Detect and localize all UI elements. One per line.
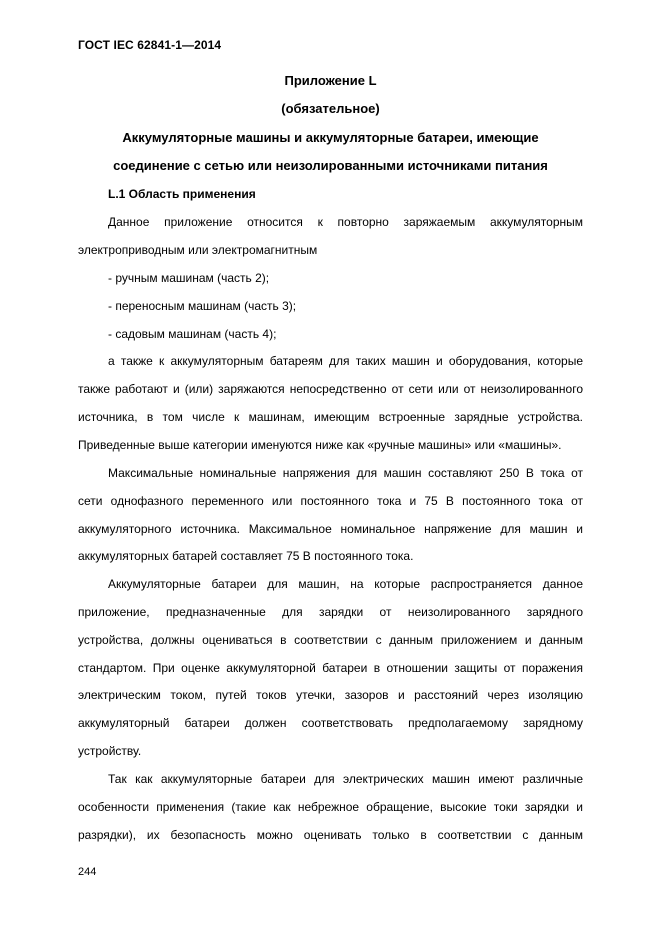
text-line: аккумуляторный батареи должен соответствовать предполагаемому зарядному (78, 716, 583, 730)
page-number: 244 (78, 866, 97, 878)
text-line: электрическим током, путей токов утечки, зазоров и расстояний через изоляцию (78, 688, 583, 702)
text-line: сети однофазного переменного или постоянного тока и 75 В постоянного тока от (78, 494, 583, 508)
annex-status: (обязательное) (281, 101, 380, 116)
text-line: электроприводным или электромагнитным (78, 243, 318, 257)
text-line: устройству. (78, 744, 142, 758)
text-line: аккумуляторного источника. Максимальное номинальное напряжение для машин и (78, 522, 583, 536)
list-item: - садовым машинам (часть 4); (108, 327, 277, 341)
list-item: - переносным машинам (часть 3); (108, 299, 297, 313)
text-line: устройства, должны оцениваться в соответствии с данным приложением и данным (78, 633, 583, 647)
text-line: Аккумуляторные батареи для машин, на которые распространяется данное (108, 577, 583, 591)
text-line: разрядки), их безопасность можно оценивать только в соответствии с данным (78, 828, 583, 842)
text-line: особенности применения (такие как небрежное обращение, высокие токи зарядки и (78, 800, 583, 814)
annex-subject-line-1: Аккумуляторные машины и аккумуляторные батареи, имеющие (122, 130, 539, 145)
text-line: также работают и (или) заряжаются непосредственно от сети или от неизолированного (78, 382, 583, 396)
text-line: Приведенные выше категории именуются ниже как «ручные машины» или «машины». (78, 438, 562, 452)
text-line: стандартом. При оценке аккумуляторной батареи в отношении защиты от поражения (78, 661, 583, 675)
annex-title: Приложение L (284, 73, 377, 88)
text-line: Так как аккумуляторные батареи для электрических машин имеют различные (108, 772, 583, 786)
text-line: Данное приложение относится к повторно заряжаемым аккумуляторным (108, 215, 583, 229)
text-line: а также к аккумуляторным батареям для таких машин и оборудования, которые (108, 354, 583, 368)
annex-subject-line-2: соединение с сетью или неизолированными источниками питания (113, 158, 548, 173)
text-line: Максимальные номинальные напряжения для машин составляют 250 В тока от (108, 466, 583, 480)
text-line: источника, в том числе к машинам, имеющим встроенные зарядные устройства. (78, 410, 583, 424)
text-line: аккумуляторных батарей составляет 75 В постоянного тока. (78, 549, 414, 563)
list-item: - ручным машинам (часть 2); (108, 271, 270, 285)
text-line: приложение, предназначенные для зарядки от неизолированного зарядного (78, 605, 583, 619)
section-heading: L.1 Область применения (108, 187, 256, 201)
document-header: ГОСТ IEC 62841-1—2014 (78, 38, 222, 52)
